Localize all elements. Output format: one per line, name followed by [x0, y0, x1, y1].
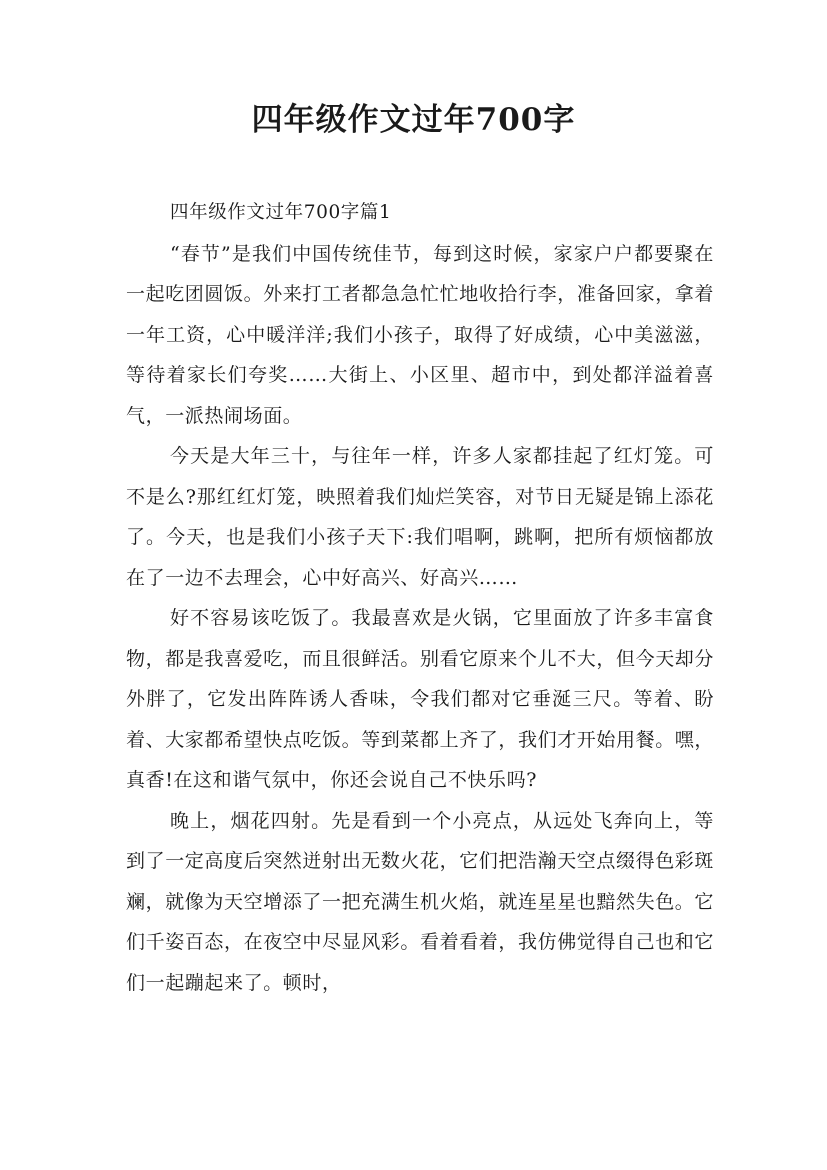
paragraph-4: 晚上，烟花四射。先是看到一个小亮点，从远处飞奔向上，等到了一定高度后突然迸射出无数火花，它们把浩瀚天空点缀得色彩斑斓，就像为天空增添了一把充满生机火焰，就连星星也黯然失色。它们千姿百态，在夜空中尽显风彩。看着看着，我仿佛觉得自己也和它们一起蹦起来了。顿时， — [126, 809, 715, 994]
section-heading: 四年级作文过年700字篇1 — [170, 202, 392, 223]
document-title: 四年级作文过年700字 — [251, 102, 576, 138]
paragraph-2: 今天是大年三十，与往年一样，许多人家都挂起了红灯笼。可不是么?那红红灯笼，映照着我们灿烂笑容，对节日无疑是锦上添花了。今天，也是我们小孩子天下:我们唱啊，跳啊，把所有烦恼都放在了一边不去理会，心中好高兴、好高兴…… — [126, 445, 714, 589]
paragraph-1: “春节”是我们中国传统佳节，每到这时候，家家户户都要聚在一起吃团圆饭。外来打工者都急急忙忙地收拾行李，准备回家，拿着一年工资，心中暖洋洋;我们小孩子，取得了好成绩，心中美滋滋，等待着家长们夸奖……大街上、小区里、超市中，到处都洋溢着喜气，一派热闹场面。 — [126, 242, 715, 427]
paragraph-3: 好不容易该吃饭了。我最喜欢是火锅，它里面放了许多丰富食物，都是我喜爱吃，而且很鲜活。别看它原来个儿不大，但今天却分外胖了，它发出阵阵诱人香味，令我们都对它垂涎三尺。等着、盼着、大家都希望快点吃饭。等到菜都上齐了，我们才开始用餐。嘿，真香!在这和谐气氛中，你还会说自己不快乐吗? — [126, 607, 715, 791]
document-body — [126, 193, 714, 1003]
